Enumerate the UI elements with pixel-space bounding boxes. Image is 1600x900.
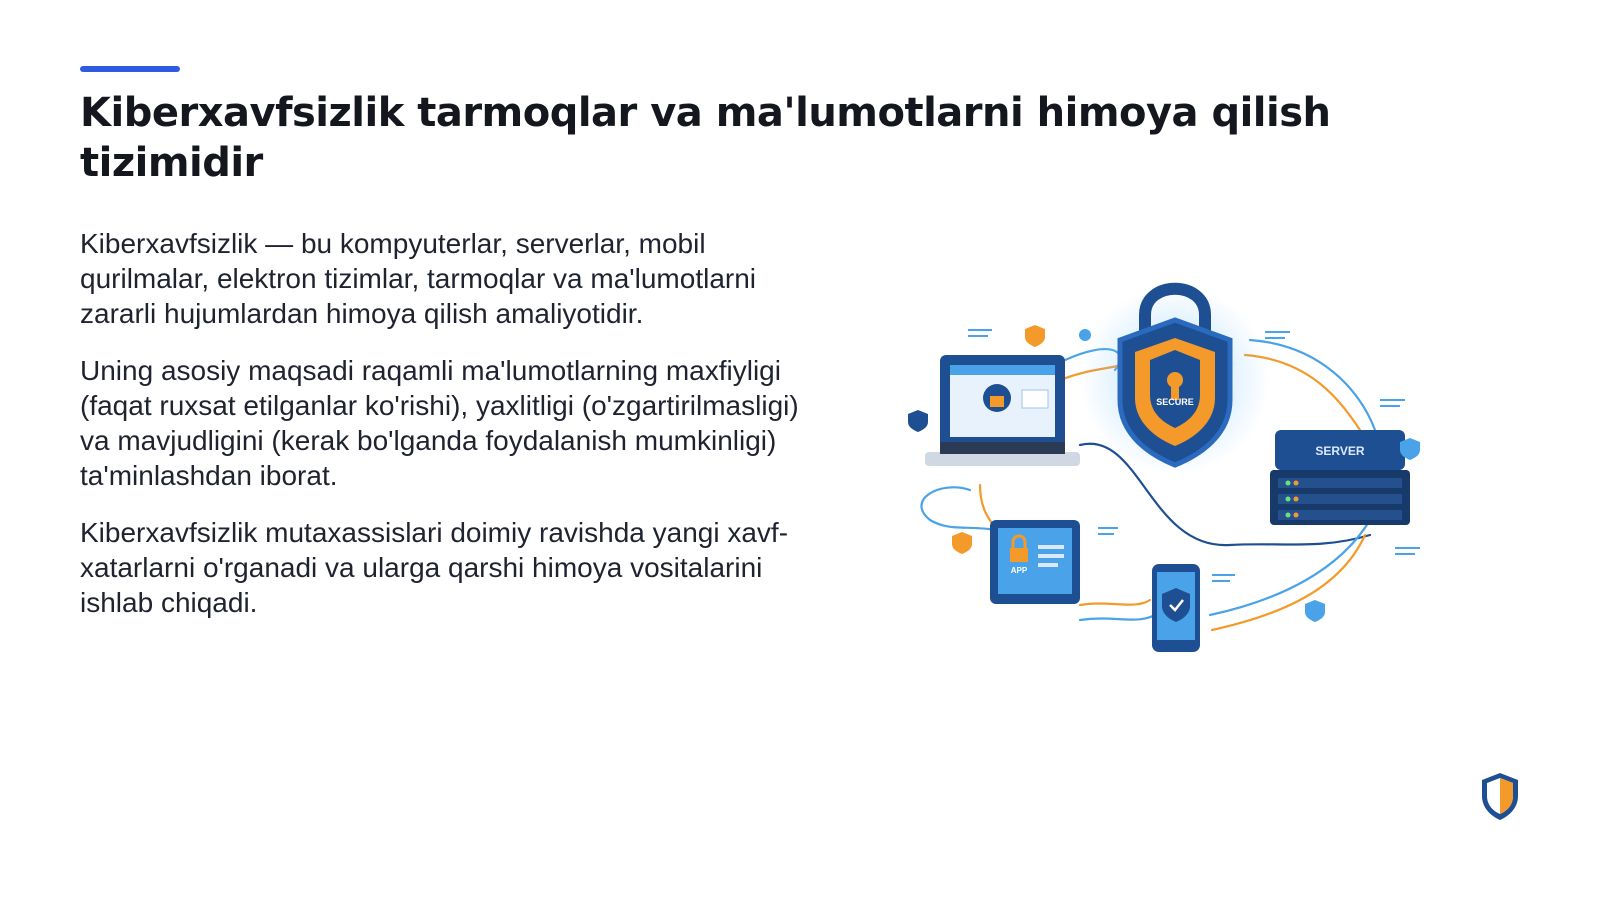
secure-lock-shield — [1080, 285, 1270, 475]
title-accent-bar — [80, 66, 180, 72]
server-icon — [1270, 430, 1410, 525]
cybersecurity-network-illustration — [900, 270, 1480, 680]
tablet-app-icon — [990, 520, 1080, 604]
paragraph-goal: Uning asosiy maqsadi raqamli ma'lumotlarning maxfiyligi (faqat ruxsat etilganlar ko'rishi), yaxlitligi (o'zgartirilmasligi) va mavjudligini (kerak bo'lganda foydalanish mumkinligi) ta'minlashdan iborat. — [80, 355, 799, 491]
corner-shield-logo — [1478, 770, 1522, 822]
laptop-icon — [925, 355, 1080, 466]
slide-title: Kiberxavfsizlik tarmoqlar va ma'lumotlarni himoya qilish tizimidir — [80, 90, 1331, 186]
lock-label: SECURE — [1156, 397, 1194, 407]
slide-body — [80, 226, 800, 642]
tablet-label: APP — [1010, 566, 1028, 575]
paragraph-specialists: Kiberxavfsizlik mutaxassislari doimiy ravishda yangi xavf-xatarlarni o'rganadi va ularga qarshi himoya vositalarini ishlab chiqadi. — [80, 517, 789, 618]
paragraph-definition: Kiberxavfsizlik — bu kompyuterlar, serverlar, mobil qurilmalar, elektron tizimlar, tarmoqlar va ma'lumotlarni zararli hujumlardan himoya qilish amaliyotidir. — [80, 228, 757, 329]
phone-icon — [1152, 564, 1200, 652]
server-label: SERVER — [1315, 444, 1365, 458]
